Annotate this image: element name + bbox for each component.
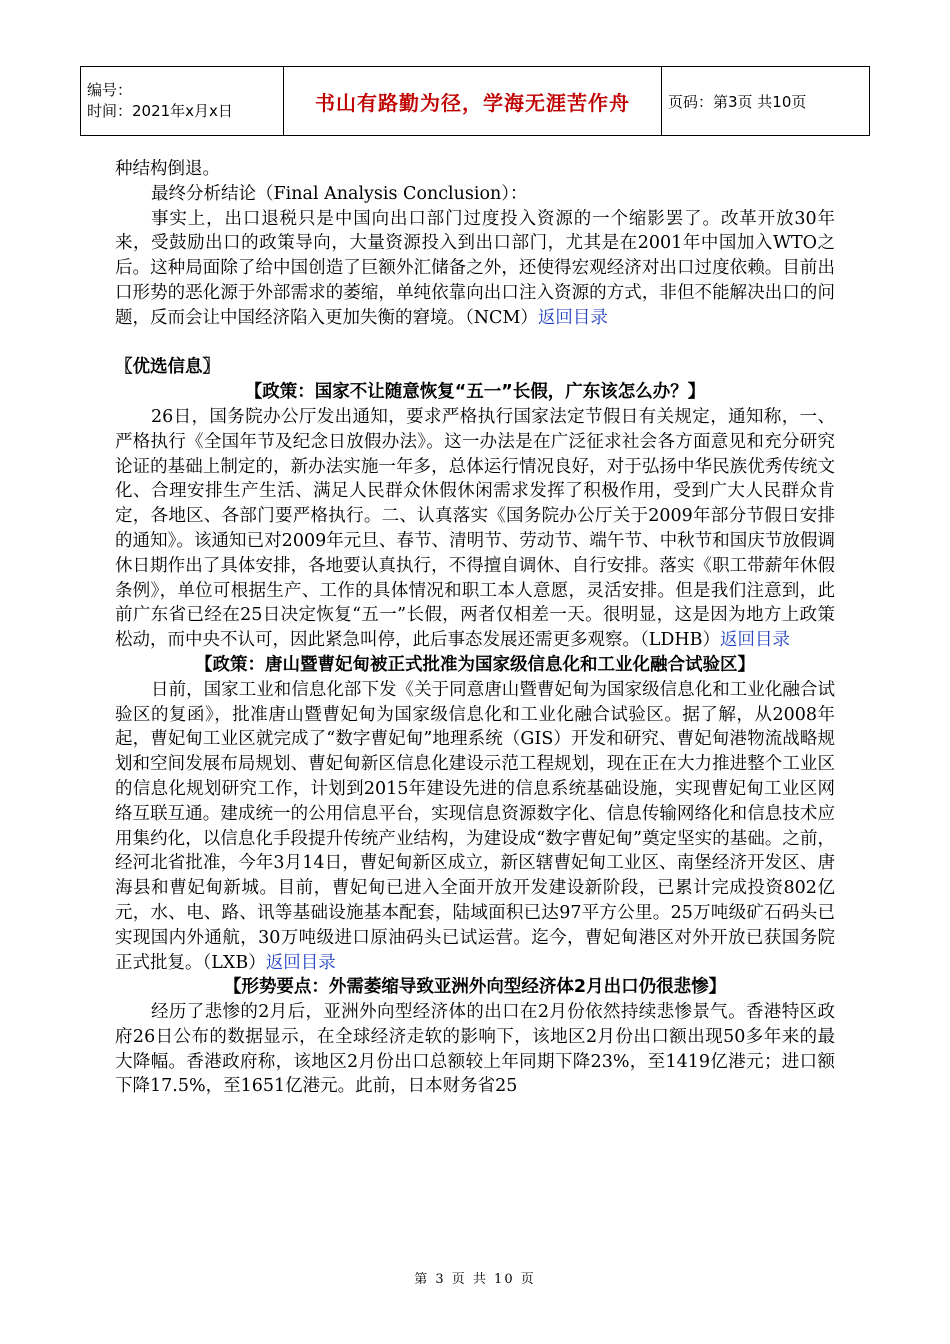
return-toc-link[interactable]: 返回目录 — [720, 630, 791, 651]
article-paragraph — [115, 678, 835, 976]
document-body — [115, 157, 835, 1099]
doc-number-label: 编号： — [87, 81, 133, 99]
document-header — [80, 66, 870, 136]
final-analysis-label: 最终分析结论（Final Analysis Conclusion）： — [151, 183, 528, 204]
article-body: 26日，国务院办公厅发出通知，要求严格执行国家法定节假日有关规定，通知称，一、严格执行《全国年节及纪念日放假办法》。这一办法是在广泛征求社会各方面意见和充分研究论证的基础上制定的，新办法实施一年多，总体运行情况良好，对于弘扬中华民族优秀传统文化、合理安排生产生活、满足人民群众休假休闲需求发挥了积极作用，受到广大人民群众肯定，各地区、各部门要严格执行。二、认真落实《国务院办公厅关于2009年部分节假日安排的通知》。该通知已对2009年元旦、春节、清明节、劳动节、端午节、中秋节和国庆节放假调休日期作出了具体安排，各地要认真执行，不得擅自调休、自行安排。落实《职工带薪年休假条例》，单位可根据生产、工作的具体情况和职工本人意愿，灵活安排。但是我们注意到，此前广东省已经在25日决定恢复“五一”长假，两者仅相差一天。很明显，这是因为地方上政策松动，而中央不认可，因此紧急叫停，此后事态发展还需更多观察。（LDHB） — [115, 406, 835, 651]
article-paragraph — [115, 1000, 835, 1099]
conclusion-paragraph — [115, 207, 835, 331]
conclusion-text: 事实上，出口退税只是中国向出口部门过度投入资源的一个缩影罢了。改革开放30年来，受鼓励出口的政策导向，大量资源投入到出口部门，尤其是在2001年中国加入WTO之后。这种局面除了给中国创造了巨额外汇储备之外，还使得宏观经济对出口过度依赖。目前出口形势的恶化源于外部需求的萎缩，单纯依靠向出口注入资源的方式，非但不能解决出口的问题，反而会让中国经济陷入更加失衡的窘境。（NCM） — [115, 208, 835, 328]
article-paragraph — [115, 405, 835, 653]
article-headline: 【政策：唐山暨曹妃甸被正式批准为国家级信息化和工业化融合试验区】 — [195, 654, 755, 675]
continuation-line: 种结构倒退。 — [115, 159, 220, 179]
article-body: 日前，国家工业和信息化部下发《关于同意唐山暨曹妃甸为国家级信息化和工业化融合试验区的复函》，批准唐山暨曹妃甸为国家级信息化和工业化融合试验区。据了解，从2008年起，曹妃甸工业区就完成了“数字曹妃甸”地理系统（GIS）开发和研究、曹妃甸港物流战略规划和空间发展布局规划、曹妃甸新区信息化建设示范工程规划，现在正在大力推进整个工业区的信息化规划研究工作，计划到2015年建设先进的信息系统基础设施，实现曹妃甸工业区网络互联互通。建成统一的公用信息平台，实现信息资源数字化、信息传输网络化和信息技术应用集约化，以信息化手段提升传统产业结构，为建设成“数字曹妃甸”奠定坚实的基础。之前，经河北省批准，今年3月14日，曹妃甸新区成立，新区辖曹妃甸工业区、南堡经济开发区、唐海县和曹妃甸新城。目前，曹妃甸已进入全面开放开发建设新阶段，已累计完成投资802亿元，水、电、路、讯等基础设施基本配套，陆域面积已达97平方公里。25万吨级矿石码头已实现国内外通航，30万吨级进口原油码头已试运营。迄今，曹妃甸港区对外开放已获国务院正式批复。（LXB） — [115, 679, 835, 973]
article-body: 经历了悲惨的2月后，亚洲外向型经济体的出口在2月份依然持续悲惨景气。香港特区政府26日公布的数据显示，在全球经济走软的影响下，该地区2月份出口额出现50多年来的最大降幅。香港政府称，该地区2月份出口总额较上年同期下降23%，至1419亿港元；进口额下降17.5%，至1651亿港元。此前，日本财务省25 — [115, 1002, 835, 1097]
article-headline: 【形势要点：外需萎缩导致亚洲外向型经济体2月出口仍很悲惨】 — [223, 977, 727, 998]
return-toc-link[interactable]: 返回目录 — [537, 307, 608, 328]
doc-date-label: 时间：2021年x月x日 — [87, 102, 233, 120]
return-toc-link[interactable]: 返回目录 — [265, 952, 336, 973]
article-headline: 【政策：国家不让随意恢复“五一”长假，广东该怎么办？】 — [244, 382, 706, 403]
header-page-info: 页码：第3页 共10页 — [662, 67, 870, 136]
spacer — [115, 331, 835, 356]
page-footer: 第 3 页 共 10 页 — [414, 1272, 536, 1287]
header-motto: 书山有路勤为径，学海无涯苦作舟 — [284, 67, 662, 136]
header-meta-cell — [81, 67, 284, 136]
section-tag: 〖优选信息〗 — [115, 357, 220, 378]
